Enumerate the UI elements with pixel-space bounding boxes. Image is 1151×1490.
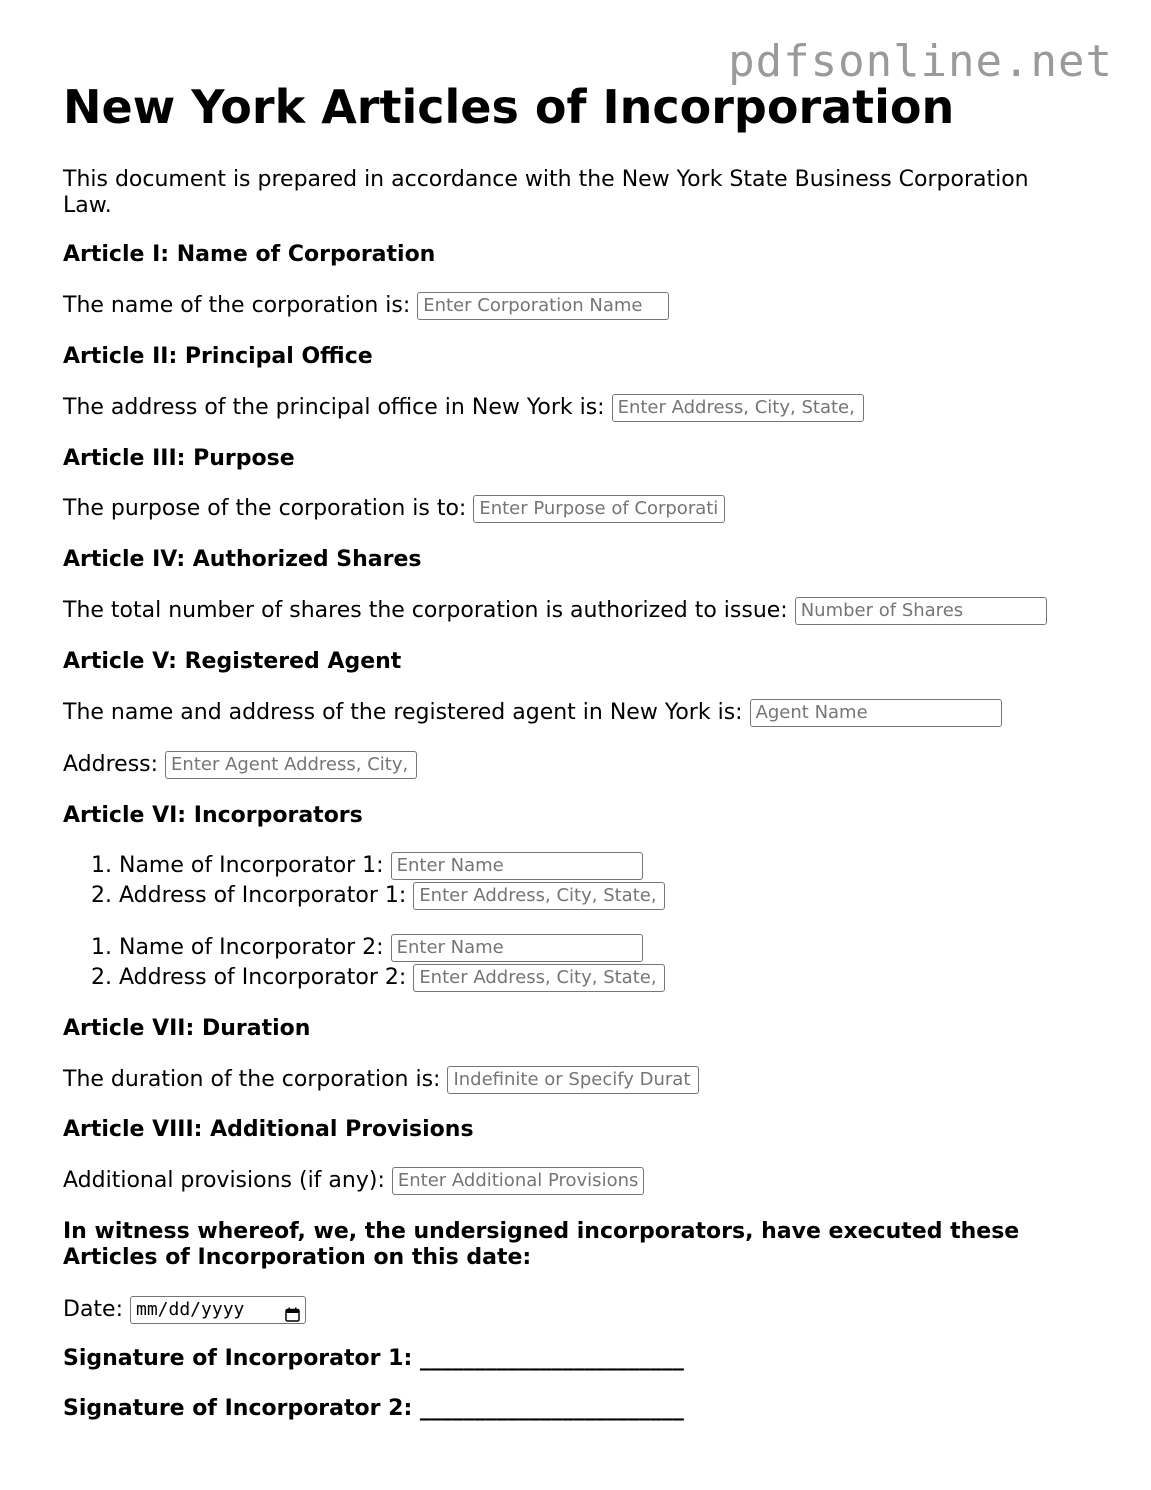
article-8-heading: Article VIII: Additional Provisions: [63, 1117, 474, 1142]
page-title: New York Articles of Incorporation: [63, 80, 955, 134]
incorporator-1-address-input[interactable]: Enter Address, City, State,: [413, 882, 665, 910]
intro-paragraph: This document is prepared in accordance with the New York State Business Corporation Law.: [63, 167, 1029, 218]
principal-office-input[interactable]: Enter Address, City, State,: [612, 394, 864, 422]
article-3-label: The purpose of the corporation is to:: [63, 496, 467, 521]
article-7-label: The duration of the corporation is:: [63, 1067, 441, 1092]
article-2-label: The address of the principal office in New York is:: [63, 395, 605, 420]
article-7-heading: Article VII: Duration: [63, 1016, 311, 1041]
calendar-icon[interactable]: [285, 1303, 300, 1318]
incorporator-2-name-row: [91, 934, 643, 962]
agent-address-row: [63, 751, 417, 779]
article-5-heading: Article V: Registered Agent: [63, 649, 402, 674]
article-3-row: [63, 495, 725, 523]
shares-input[interactable]: Number of Shares: [795, 597, 1047, 625]
incorporator-1-name-input[interactable]: Enter Name: [391, 852, 643, 880]
signature-line-2: Signature of Incorporator 2: ________________________: [63, 1396, 684, 1421]
article-1-label: The name of the corporation is:: [63, 293, 411, 318]
article-8-row: [63, 1167, 644, 1195]
article-6-heading: Article VI: Incorporators: [63, 803, 363, 828]
article-2-row: [63, 394, 864, 422]
purpose-input[interactable]: Enter Purpose of Corporati: [473, 495, 725, 523]
article-5-row: [63, 699, 1002, 727]
article-8-label: Additional provisions (if any):: [63, 1168, 385, 1193]
watermark: pdfsonline.net: [728, 36, 1113, 87]
article-4-row: [63, 597, 1047, 625]
date-row: [63, 1296, 306, 1324]
agent-name-input[interactable]: Agent Name: [750, 699, 1002, 727]
date-input[interactable]: [130, 1296, 306, 1324]
incorporator-2-address-input[interactable]: Enter Address, City, State,: [413, 964, 665, 992]
incorporator-1-name-row: [91, 852, 643, 880]
witness-statement: In witness whereof, we, the undersigned incorporators, have executed these Articles of Incorporation on this date:: [63, 1219, 1020, 1270]
incorporator-2-address-row: [91, 964, 665, 992]
article-5-label: The name and address of the registered agent in New York is:: [63, 700, 743, 725]
date-label: Date:: [63, 1297, 123, 1322]
incorporator-1-name-label: 1. Name of Incorporator 1:: [91, 853, 384, 878]
article-4-label: The total number of shares the corporation is authorized to issue:: [63, 598, 788, 623]
article-4-heading: Article IV: Authorized Shares: [63, 547, 422, 572]
date-placeholder: mm/dd/yyyy: [136, 1299, 245, 1320]
additional-provisions-input[interactable]: Enter Additional Provisions: [392, 1167, 644, 1195]
incorporator-1-address-row: [91, 882, 665, 910]
incorporator-1-address-label: 2. Address of Incorporator 1:: [91, 883, 407, 908]
incorporator-2-address-label: 2. Address of Incorporator 2:: [91, 965, 407, 990]
duration-input[interactable]: Indefinite or Specify Durat: [447, 1066, 699, 1094]
article-7-row: [63, 1066, 699, 1094]
agent-address-input[interactable]: Enter Agent Address, City,: [165, 751, 417, 779]
signature-line-1: Signature of Incorporator 1: ________________________: [63, 1346, 684, 1371]
corporation-name-input[interactable]: Enter Corporation Name: [417, 292, 669, 320]
article-1-heading: Article I: Name of Corporation: [63, 242, 436, 267]
article-2-heading: Article II: Principal Office: [63, 344, 373, 369]
article-1-row: [63, 292, 669, 320]
agent-address-label: Address:: [63, 752, 159, 777]
incorporator-2-name-input[interactable]: Enter Name: [391, 934, 643, 962]
article-3-heading: Article III: Purpose: [63, 446, 295, 471]
incorporator-2-name-label: 1. Name of Incorporator 2:: [91, 935, 384, 960]
